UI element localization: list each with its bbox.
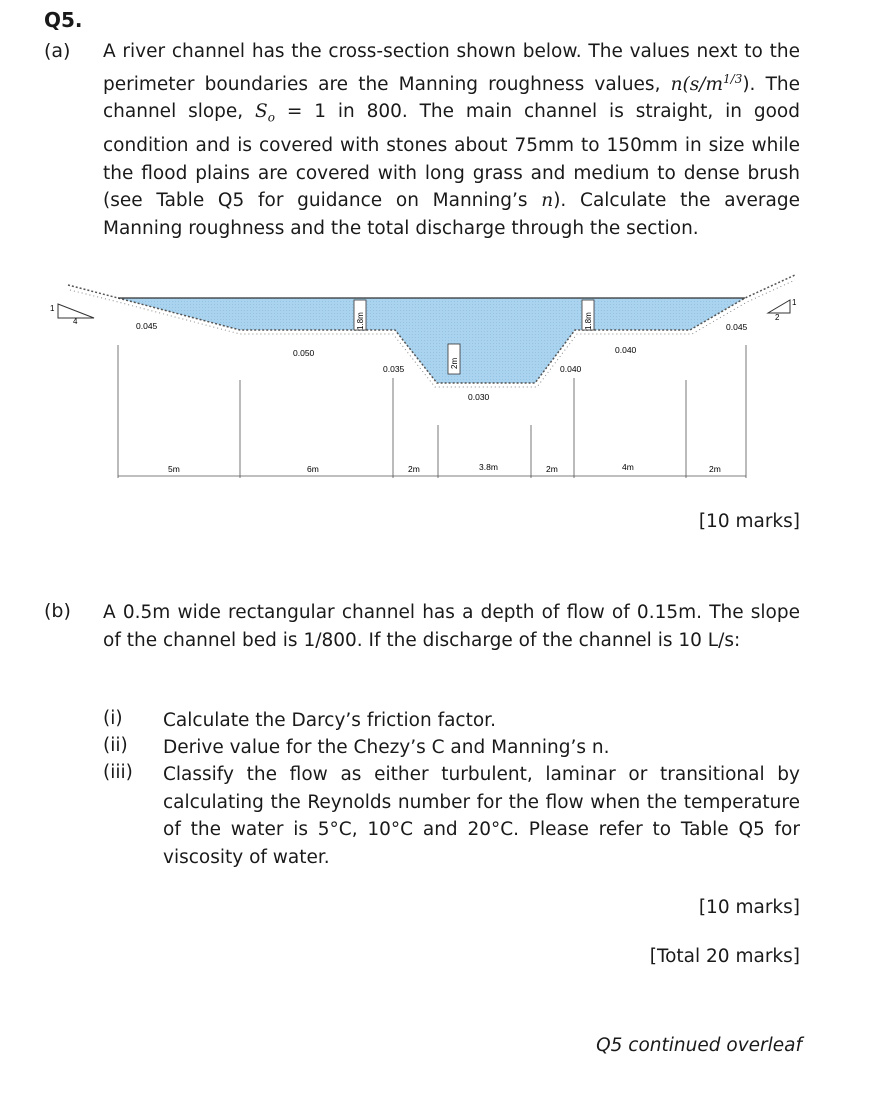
part-a-text: A river channel has the cross-section shown below. The values next to the perimeter boundaries are the Manning roughness values, $n(s/m^{1/3})$. The channel slope, $S_o = 1$ in 800. The main channel is straight, in good condition and is covered with stones about 75mm to 150mm in size while the flood plains are covered with long grass and medium to dense brush (see Table Q5 for guidance on Manning’s n). Calculate the average Manning roughness and the total discharge through the section. — [103, 41, 800, 239]
right-slope-v: 1 — [792, 298, 797, 307]
item-ii-text: Derive value for the Chezy’s C and Manning’s n. — [163, 737, 610, 758]
total-marks: [Total 20 marks] — [649, 946, 800, 967]
part-b-marks: [10 marks] — [698, 897, 800, 918]
width-7: 2m — [709, 464, 721, 474]
item-ii-label: (ii) — [103, 735, 128, 756]
depth-main: 2m — [450, 357, 459, 369]
n-left-floodplain: 0.050 — [293, 348, 315, 358]
n-left-bank: 0.045 — [136, 321, 158, 331]
n-left-main-slope: 0.035 — [383, 364, 405, 374]
n-main-bed: 0.030 — [468, 392, 490, 402]
item-i-text: Calculate the Darcy’s friction factor. — [163, 710, 496, 731]
n-right-bank: 0.045 — [726, 322, 748, 332]
width-5: 2m — [546, 464, 558, 474]
right-slope-triangle — [768, 300, 790, 313]
depth-left-step: 1.8m — [356, 312, 365, 330]
width-3: 2m — [408, 464, 420, 474]
left-slope-triangle — [58, 304, 94, 318]
right-slope-h: 2 — [775, 313, 780, 322]
item-iii-text: Classify the flow as either turbulent, laminar or transitional by calculating the Reynolds number for the flow when the temperature of the water is 5°C, 10°C and 20°C. Please refer to Table Q5 for viscosity of water. — [163, 764, 800, 868]
n-right-main-slope: 0.040 — [560, 364, 582, 374]
width-2: 6m — [307, 464, 319, 474]
channel-cross-section-figure — [40, 268, 810, 490]
item-iii-label: (iii) — [103, 762, 133, 783]
part-b-text: A 0.5m wide rectangular channel has a depth of flow of 0.15m. The slope of the channel bed is 1/800. If the discharge of the channel is 10 L/s: — [103, 602, 800, 651]
depth-right-step: 1.8m — [584, 312, 593, 330]
part-b-label: (b) — [44, 600, 71, 622]
width-4: 3.8m — [479, 462, 498, 472]
continued-note: Q5 continued overleaf — [596, 1035, 802, 1056]
left-slope-v: 1 — [50, 304, 55, 313]
question-number: Q5. — [44, 8, 83, 32]
left-slope-h: 4 — [73, 317, 78, 326]
width-1: 5m — [168, 464, 180, 474]
part-a-marks: [10 marks] — [698, 511, 800, 532]
water-area — [118, 298, 745, 383]
n-right-floodplain: 0.040 — [615, 345, 637, 355]
width-6: 4m — [622, 462, 634, 472]
part-a-label: (a) — [44, 40, 71, 62]
item-i-label: (i) — [103, 708, 123, 729]
